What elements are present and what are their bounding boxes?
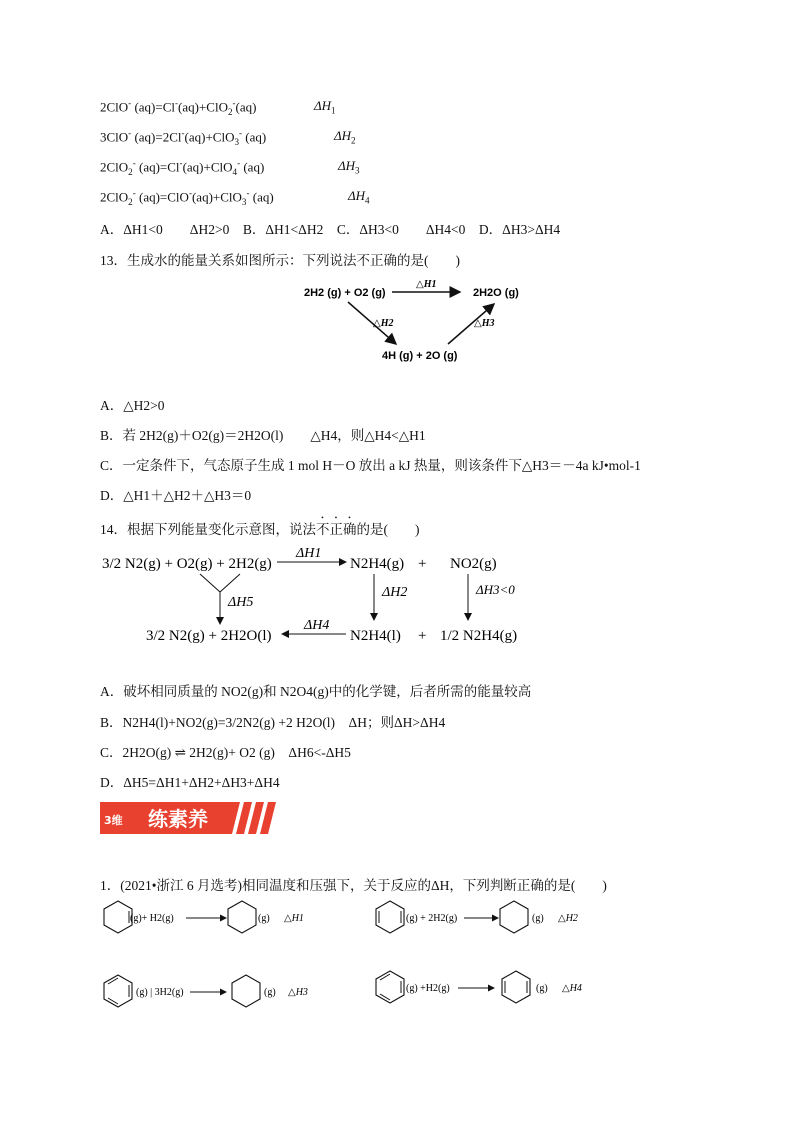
q14-plus-bottom: + xyxy=(418,628,427,644)
equation-3-dh: $\Delta H_3$ xyxy=(338,158,360,176)
p1-r4-rhs: (g) xyxy=(536,983,548,994)
q13-option-b: B．若 2H2(g)＋O2(g)＝2H2O(l) △H4，则△H4<△H1 xyxy=(100,428,426,443)
p1-r3-rhs: (g) xyxy=(264,987,276,998)
q14-option-c: C．2H2O(g) ⇌ 2H2(g)+ O2 (g) ΔH6<-ΔH5 xyxy=(100,745,351,760)
q14-dh3: ΔH3<0 xyxy=(476,582,515,597)
q13-intermediate: 4H (g) + 2O (g) xyxy=(382,350,458,362)
q14-top-left: 3/2 N2(g) + O2(g) + 2H2(g) xyxy=(102,556,272,572)
p1-r2-dh: △H2 xyxy=(558,913,578,924)
q13-stem: 13．生成水的能量关系如图所示：下列说法不正确的是( ) xyxy=(100,253,460,268)
q14-dh1: ΔH1 xyxy=(296,546,322,561)
q14-top-right: NO2(g) xyxy=(450,556,497,572)
q14-join-left xyxy=(200,574,220,592)
q14-emphasis: 不正确 xyxy=(316,522,357,537)
p1-r3-lhs: (g) | 3H2(g) xyxy=(136,987,184,998)
cyclohexadiene-icon xyxy=(376,901,404,933)
q13-option-d: D．△H1＋△H2＋△H3＝0 xyxy=(100,488,252,503)
q14-option-a: A．破坏相同质量的 NO2(g)和 N2O4(g)中的化学键，后者所需的能量较高 xyxy=(100,684,532,699)
p1-reaction-2 xyxy=(372,896,602,946)
q14-option-d: D．ΔH5=ΔH1+ΔH2+ΔH3+ΔH4 xyxy=(100,775,280,790)
p1-reaction-1 xyxy=(100,896,330,946)
benzene-icon xyxy=(376,971,404,1003)
q13-reactants: 2H2 (g) + O2 (g) xyxy=(304,287,386,299)
p1-r1-rhs: (g) xyxy=(258,913,270,924)
q14-dh2: ΔH2 xyxy=(382,585,408,600)
q13-product: 2H2O (g) xyxy=(473,287,519,299)
section-badge: 3维 xyxy=(104,814,123,827)
p1-reaction-3 xyxy=(100,970,330,1020)
equation-2-dh: $\Delta H_2$ xyxy=(334,128,356,146)
p1-r4-lhs: (g) +H2(g) xyxy=(406,983,450,994)
equation-1-dh: $\Delta H_1$ xyxy=(314,98,336,116)
benzene-icon xyxy=(104,975,132,1007)
cyclohexane-icon xyxy=(232,975,260,1007)
q14-join-right xyxy=(220,574,240,592)
p1-r2-lhs: (g) + 2H2(g) xyxy=(406,913,458,924)
equation-1: 2ClO- (aq)=Cl-(aq)+ClO$_2$-(aq) xyxy=(100,98,257,117)
cyclohexane-icon xyxy=(228,901,256,933)
section-banner xyxy=(100,798,276,838)
p1-r4-dh: △H4 xyxy=(562,983,582,994)
q13-option-a: A．△H2>0 xyxy=(100,398,165,413)
p1-reaction-4 xyxy=(372,966,602,1016)
cyclohexadiene-icon xyxy=(502,971,530,1003)
section-title: 练素养 xyxy=(148,807,208,831)
q12-options: A．ΔH1<0 ΔH2>0 B．ΔH1<ΔH2 C．ΔH3<0 ΔH4<0 D．ΔH3>ΔH4 xyxy=(100,222,561,237)
p1-stem: 1．(2021•浙江 6 月选考)相同温度和压强下，关于反应的ΔH，下列判断正确的是( ) xyxy=(100,878,607,893)
equation-4-dh: $\Delta H_4$ xyxy=(348,188,370,206)
q14-dh4: ΔH4 xyxy=(304,618,330,633)
q14-energy-diagram xyxy=(100,540,550,660)
q14-bottom-left: 3/2 N2(g) + 2H2O(l) xyxy=(146,628,272,644)
q13-dh1: △H1 xyxy=(416,279,437,290)
q14-stem: 14．根据下列能量变化示意图，说法不正确的是( ) xyxy=(100,522,420,537)
cyclohexane-icon xyxy=(500,901,528,933)
p1-r2-rhs: (g) xyxy=(532,913,544,924)
q14-bottom-mid: N2H4(l) xyxy=(350,628,401,644)
p1-r1-lhs: (g)+ H2(g) xyxy=(130,913,174,924)
q13-option-c: C．一定条件下，气态原子生成 1 mol H－O 放出 a kJ 热量，则该条件下△H3＝－4a kJ•mol-1 xyxy=(100,458,641,473)
q13-dh3: △H3 xyxy=(474,318,495,329)
equation-3: 2ClO$_2$- (aq)=Cl-(aq)+ClO$_4$- (aq) xyxy=(100,158,265,177)
q14-dh5: ΔH5 xyxy=(228,595,254,610)
q14-top-mid: N2H4(g) xyxy=(350,556,405,572)
p1-r1-dh: △H1 xyxy=(284,913,304,924)
cyclohexene-icon xyxy=(104,901,132,933)
p1-r3-dh: △H3 xyxy=(288,987,308,998)
q14-option-b: B．N2H4(l)+NO2(g)=3/2N2(g) +2 H2O(l) ΔH；则ΔH>ΔH4 xyxy=(100,715,446,730)
q14-plus-top: + xyxy=(418,556,427,572)
equation-2: 3ClO- (aq)=2Cl-(aq)+ClO$_3$- (aq) xyxy=(100,128,267,147)
q14-bottom-right: 1/2 N2H4(g) xyxy=(440,628,518,644)
q13-energy-diagram xyxy=(290,276,540,371)
equation-4: 2ClO$_2$- (aq)=ClO-(aq)+ClO$_3$- (aq) xyxy=(100,188,274,207)
q13-dh2: △H2 xyxy=(373,318,394,329)
